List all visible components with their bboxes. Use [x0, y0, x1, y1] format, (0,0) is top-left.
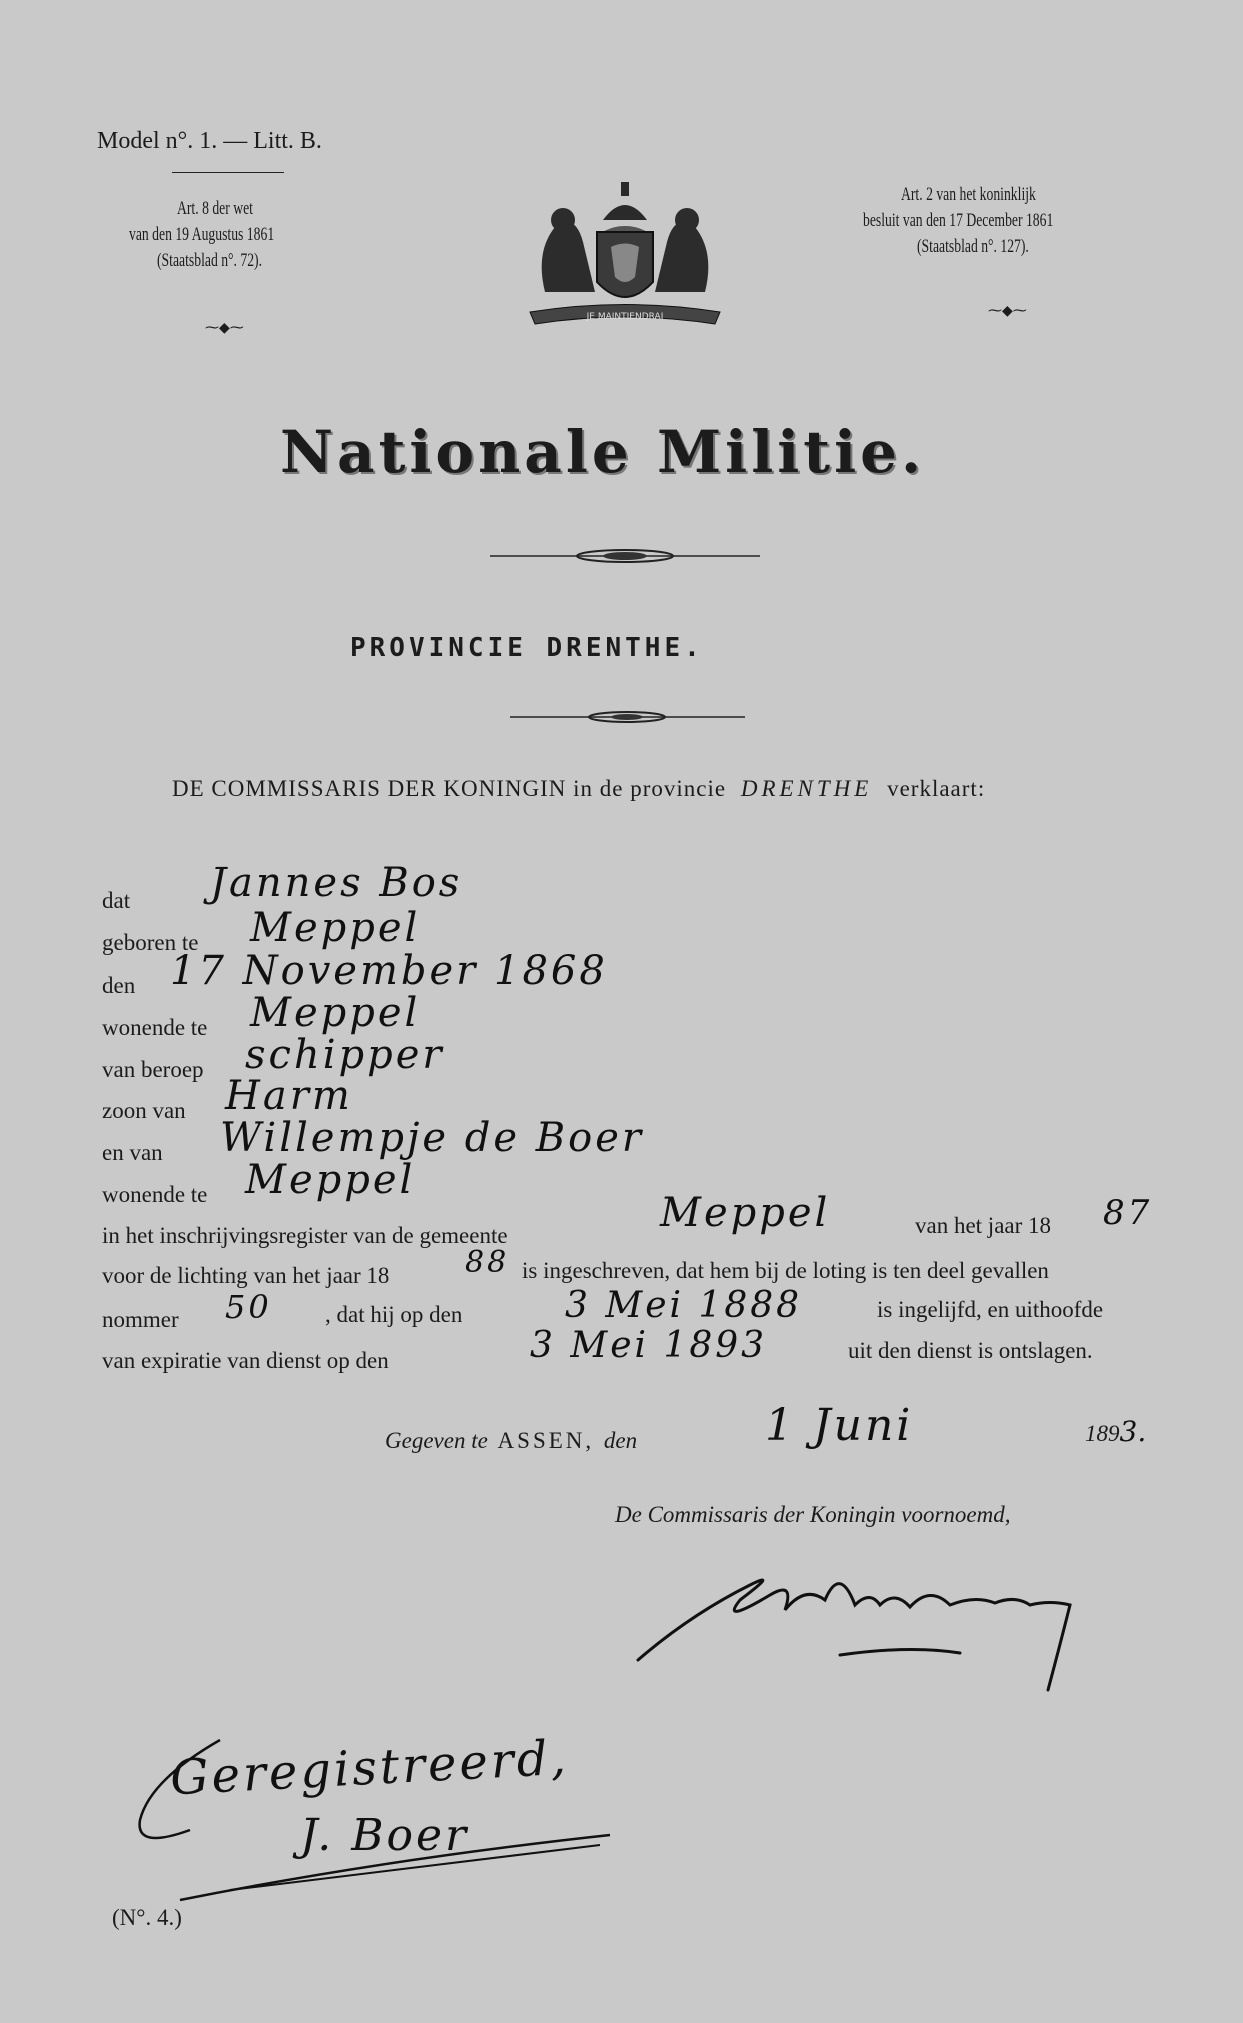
register-municipality: Meppel: [660, 1190, 831, 1236]
ornament-icon: ⁓◆⁓: [205, 321, 244, 336]
discharge-date: 3 Mei 1893: [530, 1325, 768, 1366]
model-number: Model n°. 1. — Litt. B.: [97, 128, 322, 154]
field-value-father: Harm: [225, 1073, 353, 1119]
flourish-divider-icon: [510, 710, 745, 724]
province-name: DRENTHE: [740, 776, 873, 801]
coat-of-arms-icon: [525, 172, 725, 332]
field-label: wonende te: [102, 1182, 208, 1207]
body-text: is ingeschreven, dat hem bij de loting is ten deel gevallen: [522, 1258, 1049, 1283]
enlistment-date: 3 Mei 1888: [565, 1285, 803, 1326]
body-text: voor de lichting van het jaar 18: [102, 1263, 390, 1288]
motto-text: JE MAINTIENDRAI: [586, 312, 664, 322]
commissioner-signature: [630, 1545, 1090, 1695]
footer-number: (N°. 4.): [112, 1905, 182, 1930]
field-value-occupation: schipper: [245, 1032, 445, 1078]
document-title: Nationale Militie.: [280, 418, 926, 486]
body-text: van expiratie van dienst op den: [102, 1348, 389, 1373]
given-at-line: Gegeven te ASSEN, den: [385, 1428, 638, 1453]
levy-year: 88: [465, 1245, 510, 1280]
field-label: wonende te: [102, 1015, 208, 1040]
field-label: dat: [102, 888, 131, 913]
lottery-number: 50: [225, 1288, 272, 1326]
register-year: 87: [1103, 1193, 1153, 1233]
field-label: den: [102, 973, 136, 998]
registration-signature: J. Boer: [300, 1810, 470, 1861]
field-value-birthplace: Meppel: [250, 905, 421, 951]
registration-label: Geregistreerd,: [168, 1729, 570, 1807]
field-value-residence-2: Meppel: [245, 1157, 416, 1203]
registration-flourish: [130, 1700, 630, 1920]
left-article-reference: Art. 8 der wet van den 19 Augustus 1861 (Staatsblad n°. 72).: [129, 198, 275, 271]
body-text: in het inschrijvingsregister van de gemeente: [102, 1223, 508, 1248]
ornament-icon: ⁓◆⁓: [988, 304, 1027, 319]
field-label: geboren te: [102, 930, 199, 955]
given-date: 1 Juni: [765, 1400, 914, 1451]
divider: [172, 172, 284, 173]
province-heading: PROVINCIE DRENTHE.: [350, 633, 704, 663]
field-value-birthdate: 17 November 1868: [170, 948, 608, 994]
body-text: nommer: [102, 1307, 179, 1332]
field-value-name: Jannes Bos: [210, 860, 463, 906]
body-text: is ingelijfd, en uithoofde: [877, 1297, 1104, 1322]
right-article-reference: Art. 2 van het koninklijk besluit van den 17 December 1861 (Staatsblad n°. 127).: [862, 184, 1054, 257]
field-value-residence: Meppel: [250, 990, 421, 1036]
field-value-mother: Willempje de Boer: [220, 1115, 645, 1161]
field-label: van beroep: [102, 1057, 204, 1082]
field-label: zoon van: [102, 1098, 186, 1123]
declaration-line: DE COMMISSARIS DER KONINGIN in de provincie DRENTHE verklaart:: [172, 776, 986, 801]
body-text: uit den dienst is ontslagen.: [848, 1338, 1093, 1363]
commissioner-line: De Commissaris der Koningin voornoemd,: [615, 1502, 1011, 1527]
body-text: , dat hij op den: [325, 1302, 463, 1327]
given-year: 1893.: [1085, 1415, 1147, 1448]
body-text: van het jaar 18: [915, 1213, 1052, 1238]
field-label: en van: [102, 1140, 163, 1165]
flourish-divider-icon: [490, 548, 760, 564]
